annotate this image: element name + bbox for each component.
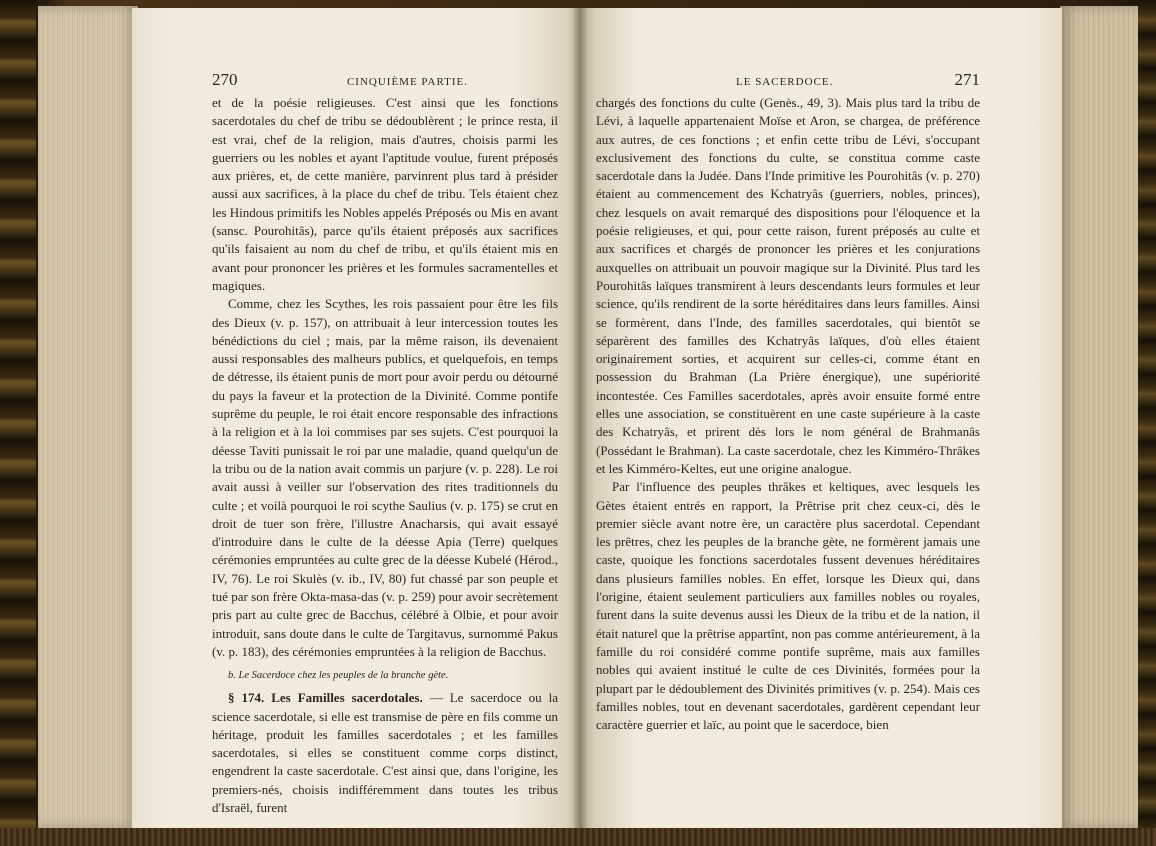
- left-running-title: CINQUIÈME PARTIE.: [346, 76, 468, 88]
- right-page: [580, 8, 1062, 828]
- right-paragraph-1: chargés des fonctions du culte (Genès., 49, 3). Mais plus tard la tribu de Lévi, à laquelle appartenaient Moïse et Aron, se chargea, de préférence aux autres, de ces fonctions ; et enfin cette tribu de Lévi, s'occupant exclusivement des fonctions du culte, se constitua comme caste sacerdotale dans la Judée. Dans l'Inde primitive les Pourohitâs (v. p. 270) étaient au commencement des Kchatryâs (guerriers, nobles, princes), chez lesquels on avait remarqué des dispositions pour l'éloquence et la poésie religieuses, et qui, pour cette raison, furent préposés au culte et aux sacrifices et chargés de prononcer les prières et les conjurations auxquelles on attribuait un pouvoir magique sur la Divinité. Plus tard les Pourohitâs laïques transmirent à leurs descendants leurs formules et leur science, qu'ils rendirent de la sorte héréditaires dans leurs familles. Ainsi se formèrent, dans l'Inde, des familles sacerdotales, qui bientôt se séparèrent des familles des Kchatryâs laïques, d'où elles étaient originairement sorties, et acquirent sur celles-ci, comme étant en possession du Brahman (La Prière énergique), une supériorité incontestée. Ces Familles sacerdotales, après avoir ensuite formé entre elles une association, se constituèrent en une caste supérieure à la caste des Kchatryâs, et prirent dès lors le nom général de Brahmanâs (Possédant le Brahman). La caste sacerdotale, chez les Kimméro-Thrâkes et les Kimméro-Keltes, eut une origine analogue.: [596, 95, 980, 476]
- binding-left: [0, 0, 36, 828]
- section-heading: § 174. Les Familles sacerdotales.: [228, 690, 423, 706]
- left-footnote: b. Le Sacerdoce chez les peuples de la branche gète.: [228, 670, 449, 682]
- left-running-head: [212, 70, 558, 92]
- section-text: — Le sacerdoce ou la science sacerdotale, si elle est transmise de père en fils comme un héritage, produit les familles sacerdotales ; et les familles sacerdotales, si elles se constituent comme corps distinct, engendrent la caste sacerdotale. C'est ainsi que, dans l'origine, les premiers-nés, choisis indifféremment dans toutes les tribus d'Israël, furent: [212, 690, 558, 815]
- book-gutter: [572, 8, 588, 828]
- left-paragraph-1: et de la poésie religieuses. C'est ainsi que les fonctions sacerdotales du chef de tribu se dédoublèrent ; le prince resta, il est vrai, chef de la religion, mais d'autres, choisis parmi les guerriers ou les nobles et ayant l'aptitude voulue, furent préposés aux prières, et, de cette manière, parvinrent plus tard à présider aussi aux sacrifices, à la place du chef de tribu. Tels étaient chez les Hindous primitifs les Nobles appelés Préposés ou Mis en avant (sansc. Pourohitâs), parce qu'ils étaient préposés aux sacrifices qu'ils faisaient au nom du chef de tribu, et qu'ils étaient mis en avant pour prononcer les prières et les formules sacramentelles et magiques.: [212, 95, 558, 293]
- left-section-paragraph: [212, 689, 558, 817]
- left-page-number: 270: [212, 70, 238, 89]
- left-text-block: [212, 94, 558, 817]
- right-running-head: [596, 70, 980, 92]
- left-page: [132, 8, 580, 828]
- right-page-number: 271: [954, 70, 980, 89]
- left-paragraph-2: Comme, chez les Scythes, les rois passaient pour être les fils des Dieux (v. p. 157), on attribuait à leur intercession toutes les bénédictions du ciel ; mais, par la même raison, ils devenaient aussi responsables des malheurs publics, et quelquefois, en temps de détresse, ils étaient punis de mort pour avoir perdu ou détourné du pays la faveur et la protection de la Divinité. Comme pontife suprême du peuple, le roi était encore responsable des infractions à la religion et à la loi commises par ses sujets. C'est pourquoi la déesse Taviti punissait le roi par une maladie, quand quelqu'un de la tribu ou de la nation avait commis un parjure (v. p. 228). Le roi avait aussi à veiller sur l'observation des rites traditionnels du culte ; et voilà pourquoi le roi scythe Saulius (v. p. 175) se crut en droit de tuer son frère, l'illustre Anacharsis, qui avait essayé d'introduire dans le culte de la déesse Apia (Terre) quelques cérémonies empruntées au culte grec de la déesse Kubelé (Hérod., IV, 76). Le roi Skulès (v. ib., IV, 80) fut chassé par son peuple et tué par son frère Okta-masa-das (v. p. 259) pour avoir secrètement pris part au culte grec de Bacchus, célébré à Olbie, et pour avoir introduit, sans doute dans le culte de Targitavus, surnommé Pakus (v. p. 183), des cérémonies empruntées à la religion de Bacchus.: [212, 296, 558, 659]
- right-paragraph-2: Par l'influence des peuples thrâkes et keltiques, avec lesquels les Gètes étaient entrés en rapport, la Prêtrise prit chez ceux-ci, dès le premier siècle avant notre ère, un caractère plus sacerdotal. Cependant les prêtres, chez les peuples de la branche gète, ne formèrent jamais une caste, quoique les fonctions sacerdotales fussent devenues héréditaires dans plusieurs familles nobles. En effet, lorsque les Dieux qui, dans l'origine, étaient seulement particuliers aux familles nobles ou royales, furent dans la suite devenus aussi les Dieux de la tribu et de la nation, il était naturel que la prêtrise appartînt, non pas comme antérieurement, à la famille du roi considéré comme pontife suprême, mais aux familles nobles qui avaient institué le culte de ces Divinités, formées pour la plupart par le dédoublement des Divinités primitives (v. p. 254). Mais ces familles nobles, tout en devenant sacerdotales, gardèrent cependant leur caractère guerrier et laïc, au point que le sacerdoce, bien: [596, 479, 980, 733]
- bottom-edge: [0, 828, 1156, 846]
- page-edges-right: [1060, 6, 1138, 828]
- page-edges-left: [38, 6, 138, 828]
- right-running-title: LE SACERDOCE.: [736, 76, 834, 88]
- binding-right: [1138, 0, 1156, 828]
- right-text-block: [596, 94, 980, 734]
